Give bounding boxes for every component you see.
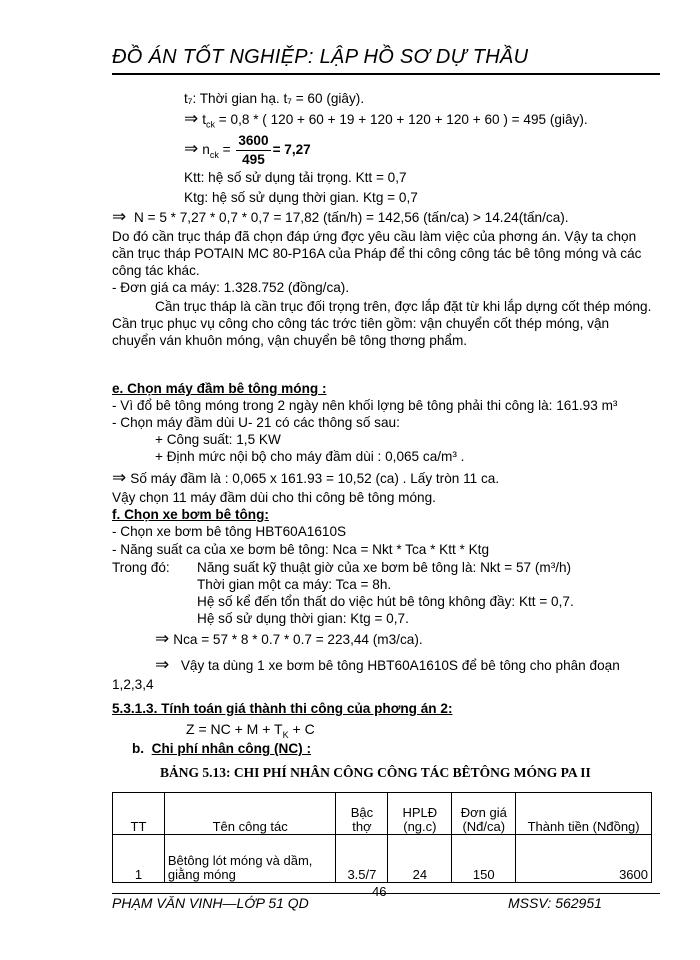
tck-symbol: t <box>202 112 207 127</box>
page-number: 46 <box>372 884 387 899</box>
line-f4: Thời gian một ca máy: Tca = 8h. <box>197 577 392 592</box>
cell-amount: 3600 <box>516 835 652 883</box>
vibrator-count: Số máy đầm là : 0,065 x 161.93 = 10,52 (ca) . Lấy tròn 11 ca. <box>130 471 500 486</box>
nck-fraction <box>236 132 270 169</box>
line-f6: Hệ số sử dụng thời gian: Ktg = 0,7. <box>197 611 409 626</box>
line-f7 <box>155 630 423 648</box>
col-header-task-name: Tên công tác <box>164 793 336 835</box>
col-header-unit-price: Đơn giá (Nđ/ca) <box>452 793 516 835</box>
line-t7: t₇: Thời gian hạ. t₇ = 60 (giây). <box>184 91 365 106</box>
col-header-labor: HPLĐ (ng.c) <box>388 793 452 835</box>
table-title: BẢNG 5.13: CHI PHÍ NHÂN CÔNG CÔNG TÁC BÊTÔNG MÓNG PA II <box>160 765 591 780</box>
cell-task-name: Bêtông lót móng và dầm, giằng móng <box>164 835 336 883</box>
line-nck <box>184 132 311 169</box>
implies-arrow-icon: ⇒ <box>155 655 170 674</box>
para1-line3: công tác khác. <box>112 263 200 278</box>
line-f8a <box>155 656 620 674</box>
nck-symbol: n <box>202 142 210 158</box>
page-header-title: ĐỒ ÁN TỐT NGHIỆP: LẬP HỒ SƠ DỰ THẦU <box>112 46 660 75</box>
col-header-amount: Thành tiền (Nđồng) <box>516 793 652 835</box>
line-f5: Hệ số kể đến tổn thất do việc hút bê tông không đầy: Ktt = 0,7. <box>197 594 574 609</box>
line-e3: + Công suất: 1,5 KW <box>155 432 281 447</box>
footer-student-id: MSSV: 562951 <box>508 895 602 911</box>
section-b-title: Chi phí nhân công (NC) : <box>151 741 311 756</box>
cell-tt: 1 <box>113 835 165 883</box>
section-e-heading: e. Chọn máy đầm bê tông móng : <box>112 381 327 396</box>
section-b-heading <box>132 740 311 757</box>
line-n-result <box>112 208 569 226</box>
line-f8b: 1,2,3,4 <box>112 677 154 692</box>
implies-arrow-icon: ⇒ <box>184 139 199 159</box>
formula-tail: + C <box>288 721 315 737</box>
nck-equals: = <box>218 142 235 158</box>
fraction-denominator: 495 <box>242 152 265 167</box>
cell-grade: 3.5/7 <box>336 835 388 883</box>
para3-line1: Cần trục tháp là cần trục đối trọng trên, đợc lắp đặt từ khi lắp dựng cốt thép móng. <box>155 299 652 314</box>
line-e2: - Chọn máy đầm dùi U- 21 có các thông số sau: <box>112 415 400 430</box>
line-f1: - Chọn xe bơm bê tông HBT60A1610S <box>112 524 347 539</box>
nck-subscript: ck <box>209 149 219 160</box>
para3-line2: Cần trục phục vụ công cho công tác trớc tiên gồm: vận chuyển cốt thép móng, vận <box>112 316 610 331</box>
tck-subscript: ck <box>206 119 216 130</box>
pump-conclusion: Vậy ta dùng 1 xe bơm bê tông HBT60A1610S để bê tông cho phân đoạn <box>180 658 620 673</box>
nck-result: = 7,27 <box>272 142 311 158</box>
line-e6: Vậy chọn 11 máy đầm dùi cho thi công bê tông móng. <box>112 490 436 505</box>
section-5313-heading: 5.3.1.3. Tính toán giá thành thi công của phơng án 2: <box>112 701 453 716</box>
implies-arrow-icon: ⇒ <box>155 629 170 648</box>
line-f3: Năng suất kỹ thuật giờ của xe bơm bê tông là: Nkt = 57 (m³/h) <box>197 560 572 575</box>
line-e4: + Định mức nội bộ cho máy đầm dùi : 0,065 ca/m³ . <box>155 449 465 464</box>
n-formula: N = 5 * 7,27 * 0,7 * 0,7 = 17,82 (tấn/h) = 142,56 (tấn/ca) > 14.24(tấn/ca). <box>134 210 569 225</box>
labor-cost-table <box>112 792 652 883</box>
para1-line1: Do đó cần trục tháp đã chọn đáp ứng đợc yêu cầu làm việc của phơng án. Vậy ta chọn <box>112 229 637 244</box>
cell-unit-price: 150 <box>452 835 516 883</box>
line-tck <box>184 110 588 134</box>
col-header-tt: TT <box>113 793 165 835</box>
tck-formula: = 0,8 * ( 120 + 60 + 19 + 120 + 120 + 120 + 60 ) = 495 (giây). <box>215 112 588 127</box>
line-f3-label: Trong đó: <box>112 560 170 575</box>
footer-divider <box>112 893 660 894</box>
implies-arrow-icon: ⇒ <box>112 468 127 487</box>
line-e5 <box>112 469 499 487</box>
unit-price-line: - Đơn giá ca máy: 1.328.752 (đồng/ca). <box>112 280 350 295</box>
line-ktt: Ktt: hệ số sử dụng tải trọng. Ktt = 0,7 <box>184 170 407 185</box>
fraction-numerator: 3600 <box>236 132 270 151</box>
cell-labor: 24 <box>388 835 452 883</box>
formula-main: Z = NC + M + T <box>186 721 283 737</box>
col-header-grade: Bậc thợ <box>336 793 388 835</box>
implies-arrow-icon: ⇒ <box>184 109 199 128</box>
table-row <box>113 835 652 883</box>
footer-author: PHẠM VĂN VINH—LỚP 51 QD <box>112 895 309 911</box>
line-ktg: Ktg: hệ số sử dụng thời gian. Ktg = 0,7 <box>184 190 418 205</box>
section-b-label: b. <box>132 741 145 756</box>
section-f-heading: f. Chọn xe bơm bê tông: <box>112 507 269 522</box>
para1-line2: cần trục tháp POTAIN MC 80-P16A của Pháp để thi công công tác bê tông móng và các <box>112 246 642 261</box>
implies-arrow-icon: ⇒ <box>112 207 127 226</box>
line-e1: - Vì đổ bê tông móng trong 2 ngày nên khối lợng bê tông phải thi công là: 161.93 m³ <box>112 398 618 413</box>
line-f2: - Năng suất ca của xe bơm bê tông: Nca = Nkt * Tca * Ktt * Ktg <box>112 542 490 557</box>
table-header-row <box>113 793 652 835</box>
formula-subscript: K <box>282 729 289 740</box>
pump-capacity: Nca = 57 * 8 * 0.7 * 0.7 = 223,44 (m3/ca). <box>173 632 423 647</box>
para3-line3: chuyển ván khuôn móng, vận chuyển bê tông thơng phẩm. <box>112 333 468 348</box>
